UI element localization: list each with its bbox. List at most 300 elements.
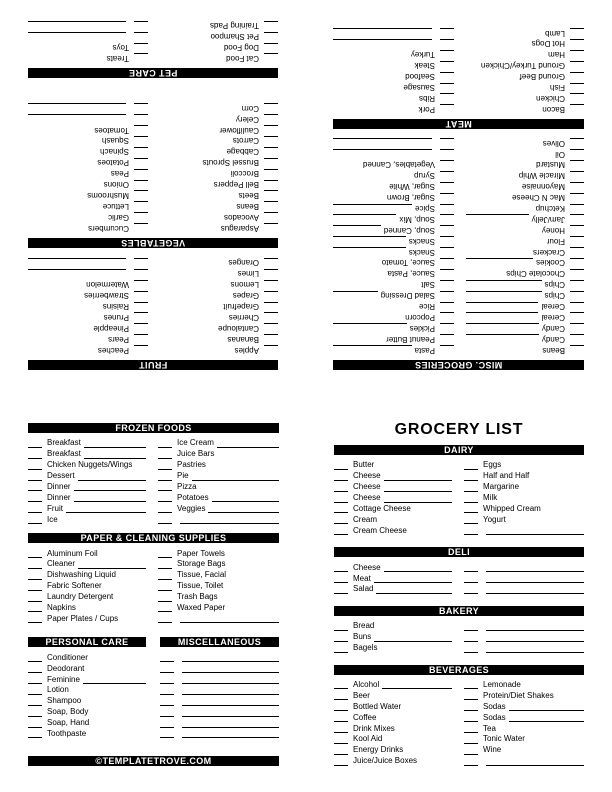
write-in-line	[486, 585, 584, 594]
quantity-blank-line	[158, 515, 172, 524]
list-item-celery	[160, 114, 278, 125]
quantity-blank-line	[160, 708, 174, 717]
write-in-line	[333, 225, 381, 234]
quantity-blank-line	[440, 182, 454, 191]
item-label: Milk	[483, 493, 498, 503]
item-label: Squash	[101, 136, 129, 146]
quantity-blank-line	[134, 21, 148, 30]
item-label: Oil	[555, 149, 565, 159]
section-deli	[334, 547, 584, 594]
quantity-blank-line	[440, 302, 454, 311]
item-label: Ground Turkey/Chicken	[480, 61, 565, 71]
item-label: Sodas	[483, 712, 506, 722]
item-label: Celery	[235, 114, 259, 124]
item-label: Rice	[418, 302, 435, 312]
quantity-blank-line	[134, 190, 148, 199]
list-item-ice	[28, 513, 146, 524]
list-item-dinner	[28, 481, 146, 492]
quantity-blank-line	[464, 735, 478, 744]
quantity-blank-line	[28, 697, 42, 706]
write-in-line	[333, 28, 432, 37]
list-item-veggies	[158, 502, 279, 513]
quantity-blank-line	[158, 461, 172, 470]
section-header-paper-cleaning-supplies: PAPER & CLEANING SUPPLIES	[28, 533, 279, 543]
section-header-vegetables: VEGETABLES	[28, 238, 278, 248]
items-column-1	[28, 437, 158, 524]
items-column-1	[148, 103, 278, 234]
list-item-olives	[466, 138, 584, 149]
quantity-blank-line	[440, 323, 454, 332]
item-label: Cream Cheese	[353, 525, 407, 535]
list-item-pie	[158, 470, 279, 481]
item-label: Juice/Juice Boxes	[353, 756, 418, 766]
list-item-mustard	[466, 160, 584, 171]
items-column-2	[333, 138, 454, 356]
item-label: Soap, Body	[47, 707, 89, 717]
item-label: Beets	[238, 190, 259, 200]
quantity-blank-line	[570, 138, 584, 147]
quantity-blank-line	[464, 461, 478, 470]
list-item-ham	[466, 50, 584, 61]
item-label: Fruit	[47, 503, 63, 513]
quantity-blank-line	[334, 757, 348, 766]
list-item-pet-shampoo	[160, 32, 278, 43]
quantity-blank-line	[440, 83, 454, 92]
quantity-blank-line	[264, 223, 278, 232]
blank-write-in-row	[333, 39, 454, 50]
section-dairy	[334, 445, 584, 535]
quantity-blank-line	[334, 691, 348, 700]
quantity-blank-line	[464, 757, 478, 766]
list-item-meat	[334, 572, 452, 583]
quantity-blank-line	[134, 334, 148, 343]
item-label: Beans	[236, 201, 259, 211]
quantity-blank-line	[440, 291, 454, 300]
quantity-blank-line	[28, 675, 42, 684]
item-label: Sugar, White	[389, 182, 435, 192]
list-item-fabric-softener	[28, 580, 146, 591]
list-item-pears	[28, 334, 148, 345]
quantity-blank-line	[134, 323, 148, 332]
write-in-line	[28, 114, 126, 123]
item-label: Beans	[542, 345, 565, 355]
quantity-blank-line	[134, 312, 148, 321]
items-column-2	[28, 258, 148, 356]
item-label: Limes	[237, 269, 259, 279]
item-label: Cereal	[541, 312, 565, 322]
write-in-line	[486, 622, 584, 631]
quantity-blank-line	[570, 258, 584, 267]
item-label: Cherries	[228, 312, 259, 322]
quantity-blank-line	[464, 515, 478, 524]
quantity-blank-line	[440, 104, 454, 113]
quantity-blank-line	[570, 182, 584, 191]
quantity-blank-line	[464, 585, 478, 594]
write-in-line	[180, 614, 279, 623]
section-items	[28, 103, 278, 234]
write-in-line	[217, 439, 279, 448]
item-label: Cabbage	[226, 147, 259, 157]
write-in-line	[384, 494, 452, 503]
quantity-blank-line	[160, 675, 174, 684]
write-in-line	[466, 291, 542, 300]
write-in-line	[28, 21, 126, 30]
write-in-line	[466, 323, 539, 332]
item-label: Laundry Detergent	[47, 592, 114, 602]
items-column-2	[28, 21, 148, 65]
items-column-1	[334, 459, 464, 535]
section-header-misc-groceries: MISC. GROCERIES	[333, 360, 584, 370]
write-in-line	[333, 214, 396, 223]
write-in-line	[376, 585, 452, 594]
list-item-mac-n-cheese	[466, 193, 584, 204]
list-item-syrup	[333, 171, 454, 182]
items-column-1	[454, 28, 584, 115]
quantity-blank-line	[28, 504, 42, 513]
quantity-blank-line	[264, 323, 278, 332]
quantity-blank-line	[570, 171, 584, 180]
write-in-line	[509, 702, 584, 711]
list-item-aluminum-foil	[28, 547, 146, 558]
list-item-beer	[334, 689, 452, 700]
quantity-blank-line	[464, 574, 478, 583]
item-label: Dessert	[47, 471, 75, 481]
list-item-pork	[333, 104, 454, 115]
list-item-steak	[333, 61, 454, 72]
quantity-blank-line	[264, 190, 278, 199]
item-label: Sauce, Tomato	[381, 258, 435, 268]
write-in-line	[333, 247, 406, 256]
item-label: Juice Bars	[177, 449, 215, 459]
quantity-blank-line	[334, 461, 348, 470]
quantity-blank-line	[28, 482, 42, 491]
list-item-ground-beef	[466, 72, 584, 83]
item-label: Cookies	[536, 258, 565, 268]
list-item-bagels	[334, 642, 452, 653]
list-item-broccoli	[160, 169, 278, 180]
write-in-line	[333, 291, 378, 300]
quantity-blank-line	[570, 83, 584, 92]
list-item-chips	[466, 280, 584, 291]
bottom-left-sections	[28, 423, 279, 738]
item-label: Dishwashing Liquid	[47, 570, 116, 580]
list-item-eggs	[464, 459, 584, 470]
item-label: Cream	[353, 514, 378, 524]
list-item-cheese	[334, 492, 452, 503]
quantity-blank-line	[334, 483, 348, 492]
list-item-oranges	[160, 258, 278, 269]
list-item-miracle-whip	[466, 171, 584, 182]
write-in-line	[333, 236, 406, 245]
item-label: Grapefruit	[223, 302, 259, 312]
item-label: Cottage Cheese	[353, 503, 411, 513]
section-items	[28, 258, 278, 356]
write-in-line	[466, 334, 539, 343]
quantity-blank-line	[440, 72, 454, 81]
quantity-blank-line	[570, 72, 584, 81]
list-item-fruit	[28, 502, 146, 513]
quantity-blank-line	[570, 50, 584, 59]
item-label: Bottled Water	[353, 701, 402, 711]
quantity-blank-line	[570, 302, 584, 311]
write-in-line	[84, 439, 146, 448]
quantity-blank-line	[440, 334, 454, 343]
list-item-cat-food	[160, 53, 278, 64]
list-item-kool-aid	[334, 733, 452, 744]
quantity-blank-line	[570, 291, 584, 300]
quantity-blank-line	[158, 504, 172, 513]
quantity-blank-line	[28, 515, 42, 524]
write-in-line	[182, 719, 279, 728]
section-items	[28, 21, 278, 65]
quantity-blank-line	[264, 114, 278, 123]
quantity-blank-line	[134, 114, 148, 123]
write-in-line	[192, 472, 279, 481]
list-item-prunes	[28, 312, 148, 323]
list-item-bell-peppers	[160, 180, 278, 191]
item-label: Strawberries	[84, 291, 129, 301]
list-item-cream-cheese	[334, 524, 452, 535]
write-in-line	[182, 664, 279, 673]
item-label: Apples	[234, 345, 259, 355]
quantity-blank-line	[570, 225, 584, 234]
list-item-squash	[28, 136, 148, 147]
quantity-blank-line	[570, 204, 584, 213]
list-item-candy	[466, 323, 584, 334]
item-label: Steak	[414, 61, 435, 71]
list-item-asparagus	[160, 223, 278, 234]
list-item-cereal	[466, 302, 584, 313]
item-label: Flour	[546, 236, 565, 246]
list-item-crackers	[466, 247, 584, 258]
quantity-blank-line	[158, 450, 172, 459]
footer-credit-bar: ©TEMPLATETROVE.COM	[28, 756, 279, 766]
quantity-blank-line	[134, 223, 148, 232]
item-label: Brussel Sprouts	[202, 158, 259, 168]
side-by-side-sections	[28, 637, 279, 738]
write-in-line	[466, 258, 533, 267]
item-label: Salad	[353, 584, 374, 594]
list-item-bacon	[466, 104, 584, 115]
list-item-oil	[466, 149, 584, 160]
quantity-blank-line	[570, 214, 584, 223]
item-label: Alcohol	[353, 679, 380, 689]
quantity-blank-line	[134, 302, 148, 311]
list-item-snacks	[333, 247, 454, 258]
list-item-butter	[334, 459, 452, 470]
section-header-dairy: DAIRY	[334, 445, 584, 455]
item-label: Watermelon	[86, 280, 129, 290]
list-item-sausage	[333, 83, 454, 94]
section-header-frozen-foods: FROZEN FOODS	[28, 423, 279, 433]
item-label: Turkey	[410, 50, 435, 60]
blank-write-in-row	[28, 103, 148, 114]
item-label: Chicken Nuggets/Wings	[47, 460, 133, 470]
list-item-corn	[160, 103, 278, 114]
quantity-blank-line	[440, 28, 454, 37]
list-item-bottled-water	[334, 700, 452, 711]
list-item-grapes	[160, 291, 278, 302]
item-label: Coffee	[353, 712, 377, 722]
list-item-dishwashing-liquid	[28, 569, 146, 580]
list-item-dinner	[28, 491, 146, 502]
list-item-jam-jelly	[466, 214, 584, 225]
list-item-alcohol	[334, 679, 452, 690]
quantity-blank-line	[158, 482, 172, 491]
write-in-line	[466, 280, 542, 289]
list-item-shampoo	[28, 695, 146, 706]
list-item-salad	[334, 583, 452, 594]
list-item-treats	[28, 53, 148, 64]
quantity-blank-line	[264, 21, 278, 30]
list-item-apples	[160, 345, 278, 356]
item-label: Sodas	[483, 701, 506, 711]
quantity-blank-line	[28, 461, 42, 470]
item-label: Butter	[353, 460, 375, 470]
quantity-blank-line	[334, 563, 348, 572]
item-label: Breakfast	[47, 438, 81, 448]
write-in-line	[486, 574, 584, 583]
list-item-cleaner	[28, 558, 146, 569]
quantity-blank-line	[28, 719, 42, 728]
item-label: Lotion	[47, 685, 69, 695]
quantity-blank-line	[570, 334, 584, 343]
item-label: Tea	[483, 723, 496, 733]
list-item-bananas	[160, 334, 278, 345]
list-item-flour	[466, 236, 584, 247]
items-column-1	[28, 547, 158, 623]
blank-write-in-row	[158, 513, 279, 524]
quantity-blank-line	[160, 697, 174, 706]
list-item-cucumbers	[28, 223, 148, 234]
write-in-line	[84, 450, 146, 459]
blank-write-in-row	[160, 662, 279, 673]
item-label: Whipped Cream	[483, 503, 541, 513]
list-item-spice	[333, 204, 454, 215]
item-label: Onions	[103, 180, 129, 190]
item-label: Toothpaste	[47, 728, 87, 738]
quantity-blank-line	[440, 345, 454, 354]
list-item-ribs	[333, 93, 454, 104]
quantity-blank-line	[334, 585, 348, 594]
quantity-blank-line	[158, 571, 172, 580]
write-in-line	[486, 526, 584, 535]
list-item-snacks	[333, 236, 454, 247]
item-label: Bell Peppers	[213, 180, 259, 190]
blank-write-in-row	[160, 684, 279, 695]
list-item-deodorant	[28, 662, 146, 673]
list-item-chicken-nuggets-wings	[28, 459, 146, 470]
item-label: Potatoes	[97, 158, 129, 168]
list-item-tonic-water	[464, 733, 584, 744]
item-label: Margarine	[483, 482, 520, 492]
quantity-blank-line	[28, 472, 42, 481]
write-in-line	[208, 504, 279, 513]
list-item-lamb	[466, 28, 584, 39]
write-in-line	[333, 39, 432, 48]
list-item-waxed-paper	[158, 602, 279, 613]
quantity-blank-line	[264, 312, 278, 321]
list-item-tissue-facial	[158, 569, 279, 580]
section-header-deli: DELI	[334, 547, 584, 557]
section-header-bakery: BAKERY	[334, 606, 584, 616]
write-in-line	[182, 653, 279, 662]
quantity-blank-line	[264, 158, 278, 167]
write-in-line	[374, 574, 452, 583]
list-item-dessert	[28, 470, 146, 481]
list-item-seafood	[333, 72, 454, 83]
blank-write-in-row	[160, 728, 279, 739]
blank-write-in-row	[160, 717, 279, 728]
quantity-blank-line	[334, 472, 348, 481]
list-item-breakfast	[28, 437, 146, 448]
quantity-blank-line	[570, 345, 584, 354]
quantity-blank-line	[28, 593, 42, 602]
quantity-blank-line	[264, 43, 278, 52]
item-label: Asparagus	[220, 223, 259, 233]
list-item-mushrooms	[28, 190, 148, 201]
list-item-chicken	[466, 93, 584, 104]
quantity-blank-line	[334, 633, 348, 642]
quantity-blank-line	[160, 653, 174, 662]
quantity-blank-line	[464, 724, 478, 733]
quantity-blank-line	[464, 622, 478, 631]
item-label: Carrots	[232, 136, 259, 146]
list-item-tomatoes	[28, 125, 148, 136]
quantity-blank-line	[334, 622, 348, 631]
list-item-lemonade	[464, 679, 584, 690]
item-label: Paper Plates / Cups	[47, 613, 119, 623]
item-label: Bananas	[227, 334, 259, 344]
quantity-blank-line	[334, 515, 348, 524]
quantity-blank-line	[570, 160, 584, 169]
items-column-2	[464, 679, 584, 766]
list-item-tea	[464, 722, 584, 733]
quantity-blank-line	[264, 180, 278, 189]
item-label: Deodorant	[47, 663, 85, 673]
item-label: Soap, Hand	[47, 718, 90, 728]
item-label: Crackers	[532, 247, 565, 257]
quantity-blank-line	[464, 644, 478, 653]
item-label: Eggs	[483, 460, 502, 470]
list-item-cheese	[334, 561, 452, 572]
item-label: Kool Aid	[353, 734, 383, 744]
write-in-line	[382, 680, 452, 689]
quantity-blank-line	[570, 269, 584, 278]
list-item-rice	[333, 302, 454, 313]
list-item-pineapple	[28, 323, 148, 334]
item-label: Bacon	[542, 104, 565, 114]
quantity-blank-line	[264, 125, 278, 134]
write-in-line	[212, 493, 279, 502]
quantity-blank-line	[570, 236, 584, 245]
item-label: Breakfast	[47, 449, 81, 459]
list-item-half-and-half	[464, 470, 584, 481]
list-item-lemons	[160, 280, 278, 291]
list-item-salad-dressing	[333, 291, 454, 302]
write-in-line	[182, 686, 279, 695]
item-label: Bagels	[353, 643, 378, 653]
item-label: Shampoo	[47, 696, 82, 706]
quantity-blank-line	[28, 708, 42, 717]
list-item-cherries	[160, 312, 278, 323]
blank-write-in-row	[28, 114, 148, 125]
item-label: Ice	[47, 514, 58, 524]
list-item-cauliflower	[160, 125, 278, 136]
section-items	[334, 561, 584, 594]
quantity-blank-line	[264, 147, 278, 156]
blank-write-in-row	[464, 642, 584, 653]
